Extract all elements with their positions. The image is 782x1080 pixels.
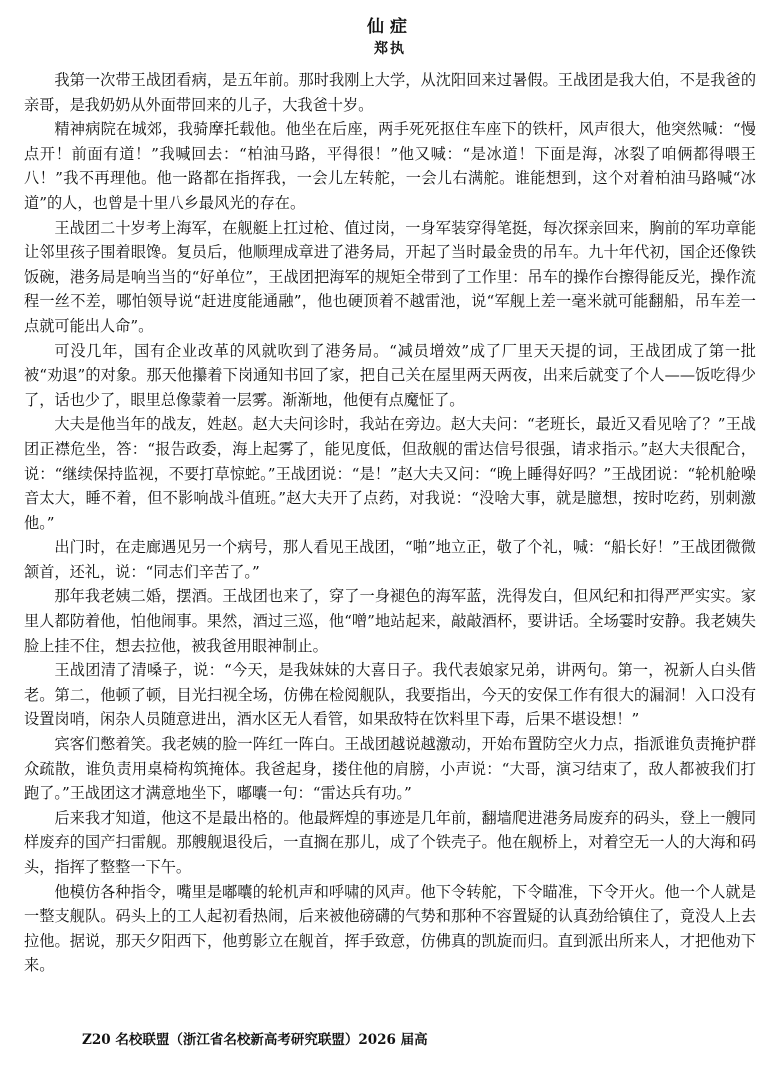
paragraph: 后来我才知道，他这不是最出格的。他最辉煌的事迹是几年前，翻墙爬进港务局废弃的码头，登上一艘同样废弃的国产扫雷舰。那艘舰退役后，一直搁在那儿，成了个铁壳子。他在舰桥上，对着空无一人的大海和码头，指挥了整整一下午。 <box>24 808 756 876</box>
paragraph: 大夫是他当年的战友，姓赵。赵大夫问诊时，我站在旁边。赵大夫问：“老班长，最近又看见啥了？”王战团正襟危坐，答：“报告政委，海上起雾了，能见度低，但敌舰的雷达信号很强，请求指示。”赵大夫很配合，说：“继续保持监视，不要打草惊蛇。”王战团说：“是！”赵大夫又问：“晚上睡得好吗？”王战团说：“轮机舱噪音太大，睡不着，但不影响战斗值班。”赵大夫开了点药，对我说：“没啥大事，就是臆想，按时吃药，别刺激他。” <box>24 415 756 532</box>
paragraph: 宾客们憋着笑。我老姨的脸一阵红一阵白。王战团越说越激动，开始布置防空火力点，指派谁负责掩护群众疏散，谁负责用桌椅构筑掩体。我爸起身，搂住他的肩膀，小声说：“大哥，演习结束了，敌人都被我们打跑了。”王战团这才满意地坐下，嘟囔一句：“雷达兵有功。” <box>24 735 756 803</box>
paragraph: 我第一次带王战团看病，是五年前。那时我刚上大学，从沈阳回来过暑假。王战团是我大伯，不是我爸的亲哥，是我奶奶从外面带回来的儿子，大我爸十岁。 <box>24 71 756 114</box>
paragraph: 可没几年，国有企业改革的风就吹到了港务局。“减员增效”成了厂里天天提的词，王战团成了第一批被“劝退”的对象。那天他攥着下岗通知书回了家，把自己关在屋里两天两夜，出来后就变了个人——饭吃得少了，话也少了，眼里总像蒙着一层雾。渐渐地，他便有点魔怔了。 <box>24 341 756 409</box>
paragraph: 王战团清了清嗓子，说：“今天，是我妹妹的大喜日子。我代表娘家兄弟，讲两句。第一，祝新人白头偕老。第二，他顿了顿，目光扫视全场，仿佛在检阅舰队，我要指出，今天的安保工作有很大的漏洞！入口没有设置岗哨，闲杂人员随意进出，酒水区无人看管，如果敌特在饮料里下毒，后果不堪设想！” <box>24 661 756 729</box>
footer-fade-overlay <box>462 1026 762 1056</box>
article-body <box>24 68 756 978</box>
paragraph: 他模仿各种指令，嘴里是嘟囔的轮机声和呼啸的风声。他下令转舵，下令瞄准，下令开火。他一个人就是一整支舰队。码头上的工人起初看热闹，后来被他磅礴的气势和那种不容置疑的认真劲给镇住了，竟没人上去拉他。据说，那天夕阳西下，他剪影立在舰首，挥手致意，仿佛真的凯旋而归。直到派出所来人，才把他劝下来。 <box>24 882 756 975</box>
paragraph: 王战团二十岁考上海军，在舰艇上扛过枪、值过岗，一身军装穿得笔挺，每次探亲回来，胸前的军功章能让邻里孩子围着眼馋。复员后，他顺理成章进了港务局，开起了当时最金贵的吊车。九十年代初，国企还像铁饭碗，港务局是响当当的“好单位”，王战团把海军的规矩全带到了工作里：吊车的操作台擦得能反光，操作流程一丝不差，哪怕领导说“赶进度能通融”，他也硬顶着不越雷池，说“军舰上差一毫米就可能翻船，吊车差一点就可能出人命”。 <box>24 218 756 335</box>
paragraph: 那年我老姨二婚，摆酒。王战团也来了，穿了一身褪色的海军蓝，洗得发白，但风纪和扣得严严实实。家里人都防着他，怕他闹事。果然，酒过三巡，他“噌”地站起来，敲敲酒杯，要讲话。全场霎时安静。我老姨失脸上挂不住，想去拉他，被我爸用眼神制止。 <box>24 587 756 655</box>
page-footer: Z20 名校联盟（浙江省名校新高考研究联盟）2026 届高 <box>82 1032 428 1048</box>
article-author: 郑执 <box>374 41 406 57</box>
article-title: 仙症 <box>367 17 413 37</box>
paragraph: 精神病院在城郊，我骑摩托载他。他坐在后座，两手死死抠住车座下的铁杆，风声很大，他突然喊：“慢点开！前面有道！”我喊回去：“柏油马路，平得很！”他又喊：“是冰道！下面是海，冰裂了咱俩都得喂王八！”我不再理他。他一路都在指挥我，一会儿左转舵，一会儿右满舵。谁能想到，这个对着柏油马路喊“冰道”的人，也曾是十里八乡最风光的存在。 <box>24 120 756 212</box>
paragraph: 出门时，在走廊遇见另一个病号，那人看见王战团，“啪”地立正，敬了个礼，喊：“船长好！”王战团微微颔首，还礼，说：“同志们辛苦了。” <box>24 538 756 581</box>
